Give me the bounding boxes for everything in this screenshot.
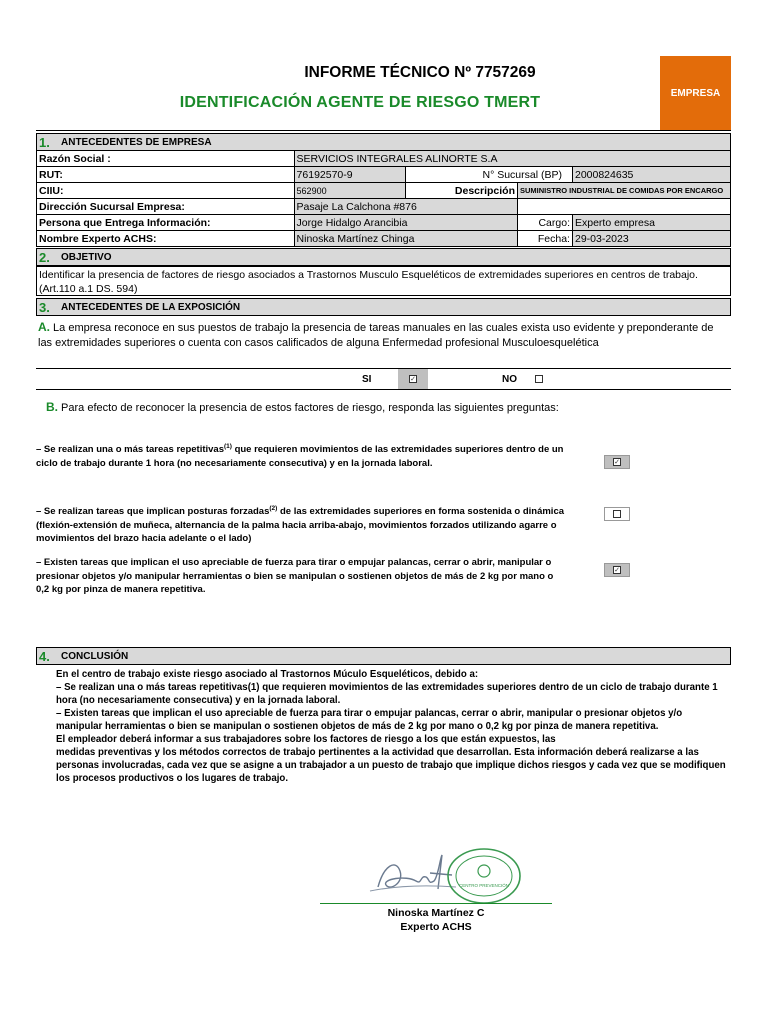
company-info-table bbox=[36, 150, 731, 247]
part-a-letter: A. bbox=[38, 320, 50, 334]
section-3-title: ANTECEDENTES DE LA EXPOSICIÓN bbox=[61, 301, 241, 313]
empresa-badge bbox=[660, 56, 731, 130]
part-a-text: La empresa reconoce en sus puestos de trabajo la presencia de tareas manuales en las cuales exista uso evidente y preponderante de las extremidades superiores o cuenta con casos calificados de alguna Enfermedad profesional Musculoesquelética bbox=[38, 322, 714, 349]
section-3-number: 3. bbox=[39, 299, 50, 315]
rut-label: RUT: bbox=[37, 167, 295, 183]
conclusion-measures: medidas preventivas y los métodos correctos de trabajo pertinentes a la actividad que desarrollan. Esta información deberá realizarse a las personas involucradas, cada vez que se asigne a un trabajador a un puesto de trabajo que implique dichos riesgos y cada vez que se modifiquen los procesos productivos o los lugares de trabajo. bbox=[56, 747, 726, 784]
conclusion-item-2: – Existen tareas que implican el uso apreciable de fuerza para tirar o empujar palancas, cerrar o abrir, manipular o presionar objetos y/o manipular herramientas o bien se manipulan o sostienen objetos de más de 2 kg por mano o 0,2 kg por pinza de manera repetitiva. bbox=[56, 708, 683, 732]
table-row bbox=[37, 231, 731, 247]
part-b-statement bbox=[36, 400, 731, 414]
razon-social-value: SERVICIOS INTEGRALES ALINORTE S.A bbox=[294, 151, 730, 167]
si-label: SI bbox=[362, 374, 372, 385]
q2-sup: (2) bbox=[269, 505, 278, 512]
part-b-letter: B. bbox=[46, 400, 58, 414]
q1-checkbox-checked-icon[interactable]: ✓ bbox=[614, 459, 620, 466]
si-checkbox-checked-icon[interactable]: ✓ bbox=[410, 376, 416, 383]
section-1-header bbox=[36, 133, 731, 151]
question-force: – Existen tareas que implican el uso apreciable de fuerza para tirar o empujar palancas, cerrar o abrir, manipular o presionar objetos y/o manipular herramientas o bien se manipulan o sostienen objetos de más de 2 kg por mano o 0,2 kg por pinza de manera repetitiva. bbox=[36, 557, 554, 595]
no-option[interactable] bbox=[524, 369, 554, 389]
si-option[interactable] bbox=[398, 369, 428, 389]
signature-area bbox=[360, 845, 540, 905]
table-row bbox=[37, 151, 731, 167]
section-4-title: CONCLUSIÓN bbox=[61, 650, 129, 662]
section-1-number: 1. bbox=[39, 134, 50, 150]
no-checkbox-icon[interactable] bbox=[535, 375, 543, 383]
q1-sup: (1) bbox=[223, 443, 232, 450]
stamp-text: CENTRO PREVENCIÓN bbox=[458, 883, 510, 888]
conclusion-text bbox=[56, 668, 726, 785]
section-2-title: OBJETIVO bbox=[61, 251, 112, 263]
q3-checkbox-checked-icon[interactable]: ✓ bbox=[614, 567, 620, 574]
descripcion-value: SUMINISTRO INDUSTRIAL DE COMIDAS POR ENCARGO bbox=[518, 183, 731, 199]
question-postures bbox=[36, 502, 566, 546]
objetivo-text: Identificar la presencia de factores de riesgo asociados a Trastornos Musculo Esqueléticos de extremidades superiores en centros de trabajo. (Art.110 a.1 DS. 594) bbox=[36, 266, 731, 296]
section-4-number: 4. bbox=[39, 648, 50, 664]
sucursal-value: 2000824635 bbox=[572, 167, 730, 183]
section-1-title: ANTECEDENTES DE EMPRESA bbox=[61, 136, 212, 148]
descripcion-label: Descripción bbox=[406, 183, 518, 199]
conclusion-item-1: – Se realizan una o más tareas repetitivas(1) que requieren movimientos de las extremidades superiores dentro de un ciclo de trabajo durante 1 hora (no necesariamente consecutiva) y en la jornada laboral. bbox=[56, 682, 718, 706]
sucursal-label: N° Sucursal (BP) bbox=[406, 167, 573, 183]
section-3-header bbox=[36, 298, 731, 316]
fecha-label: Fecha: bbox=[518, 231, 573, 247]
ciiu-value: 562900 bbox=[294, 183, 406, 199]
q2-answer[interactable] bbox=[604, 507, 630, 521]
experto-label: Nombre Experto ACHS: bbox=[37, 231, 295, 247]
q2-checkbox-icon[interactable] bbox=[613, 510, 621, 518]
razon-social-label: Razón Social : bbox=[37, 151, 295, 167]
report-title: INFORME TÉCNICO Nº 7757269 bbox=[304, 64, 536, 81]
signer-role: Experto ACHS bbox=[400, 921, 472, 933]
signer-name: Ninoska Martínez C bbox=[387, 907, 485, 919]
report-subtitle: IDENTIFICACIÓN AGENTE DE RIESGO TMERT bbox=[179, 94, 541, 111]
q3-answer[interactable] bbox=[604, 563, 630, 577]
q1-post: que requieren movimientos de las extremidades superiores dentro de un ciclo de trabajo durante 1 hora (no necesariamente consecutiva) y en la jornada laboral. bbox=[36, 444, 564, 469]
si-no-row bbox=[36, 368, 731, 390]
no-label: NO bbox=[502, 374, 517, 385]
section-2-number: 2. bbox=[39, 249, 50, 265]
question-repetitive bbox=[36, 440, 566, 470]
signature-block bbox=[320, 906, 552, 934]
empty-cell bbox=[518, 199, 731, 215]
signature-line bbox=[320, 903, 552, 904]
q1-answer[interactable] bbox=[604, 455, 630, 469]
q1-pre: – Se realizan una o más tareas repetitivas bbox=[36, 444, 224, 456]
cargo-value: Experto empresa bbox=[572, 215, 730, 231]
persona-label: Persona que Entrega Información: bbox=[37, 215, 295, 231]
direccion-label: Dirección Sucursal Empresa: bbox=[37, 199, 295, 215]
table-row bbox=[37, 167, 731, 183]
experto-value: Ninoska Martínez Chinga bbox=[294, 231, 517, 247]
top-divider bbox=[36, 130, 731, 131]
table-row bbox=[37, 199, 731, 215]
ciiu-label: CIIU: bbox=[37, 183, 295, 199]
cargo-label: Cargo: bbox=[518, 215, 573, 231]
q2-pre: – Se realizan tareas que implican posturas forzadas bbox=[36, 506, 270, 518]
part-a-statement bbox=[36, 318, 731, 353]
direccion-value: Pasaje La Calchona #876 bbox=[294, 199, 517, 215]
fecha-value: 29-03-2023 bbox=[572, 231, 730, 247]
table-row bbox=[37, 183, 731, 199]
conclusion-intro: En el centro de trabajo existe riesgo asociado al Trastornos Múculo Esqueléticos, debido a: bbox=[56, 669, 479, 680]
part-b-text: Para efecto de reconocer la presencia de estos factores de riesgo, responda las siguientes preguntas: bbox=[58, 402, 559, 414]
stamp-icon bbox=[446, 847, 522, 905]
empresa-label: EMPRESA bbox=[670, 87, 721, 99]
q2-post: de las extremidades superiores en forma sostenida o dinámica (flexión-extensión de muñeca, alternancia de la palma hacia arriba-abajo, movimientos forzados utilizando agarre o movimientos del brazo hacia adelante o el lado) bbox=[36, 506, 565, 545]
table-row bbox=[37, 215, 731, 231]
section-2-header bbox=[36, 248, 731, 266]
conclusion-employer: El empleador deberá informar a sus trabajadores sobre los factores de riesgo a los que están expuestos, las bbox=[56, 734, 556, 745]
rut-value: 76192570-9 bbox=[294, 167, 406, 183]
section-4-header bbox=[36, 647, 731, 665]
persona-value: Jorge Hidalgo Arancibia bbox=[294, 215, 517, 231]
